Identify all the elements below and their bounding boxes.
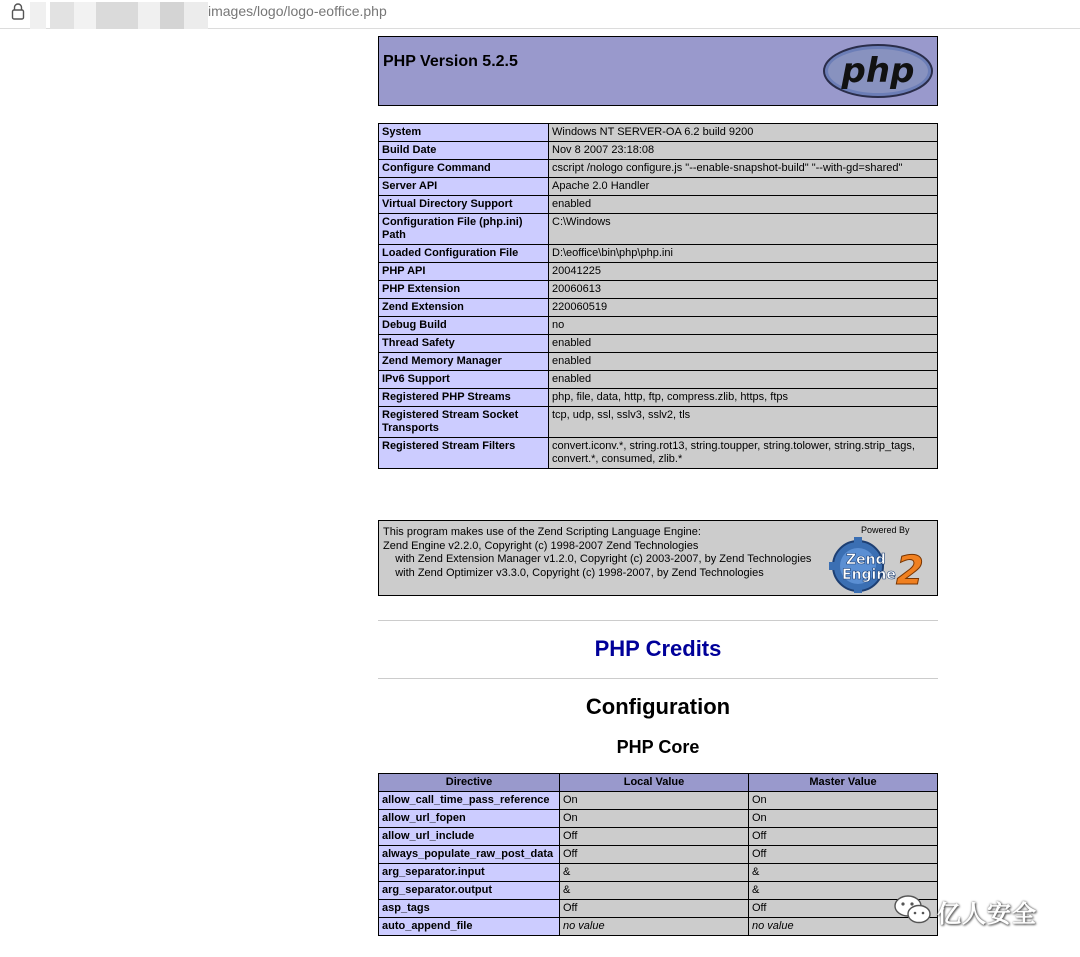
setting-value: php, file, data, http, ftp, compress.zlib, https, ftps	[549, 389, 938, 407]
setting-value: 20041225	[549, 263, 938, 281]
table-row	[379, 918, 938, 936]
redacted-url-segment	[138, 2, 160, 29]
setting-name: Build Date	[379, 142, 549, 160]
lock-icon	[11, 3, 25, 20]
table-row	[379, 317, 938, 335]
directive-name: auto_append_file	[379, 918, 560, 936]
table-row	[379, 438, 938, 469]
directive-name: always_populate_raw_post_data	[379, 846, 560, 864]
system-info-table	[378, 123, 938, 469]
table-row	[379, 299, 938, 317]
local-value: On	[560, 810, 749, 828]
setting-value: 220060519	[549, 299, 938, 317]
table-row	[379, 281, 938, 299]
table-header-row	[379, 774, 938, 792]
setting-value: no	[549, 317, 938, 335]
watermark-text: 亿人安全	[937, 901, 1037, 928]
setting-name: IPv6 Support	[379, 371, 549, 389]
table-row	[379, 335, 938, 353]
zend-line: This program makes use of the Zend Scripting Language Engine:	[383, 526, 701, 538]
table-row	[379, 178, 938, 196]
master-value: Off	[749, 900, 938, 918]
table-row	[379, 389, 938, 407]
setting-name: Registered PHP Streams	[379, 389, 549, 407]
system-info-section	[378, 123, 938, 469]
table-row	[379, 263, 938, 281]
setting-value: enabled	[549, 371, 938, 389]
column-header-master-value: Master Value	[749, 774, 938, 792]
setting-value: Nov 8 2007 23:18:08	[549, 142, 938, 160]
setting-value: enabled	[549, 335, 938, 353]
local-value: Off	[560, 828, 749, 846]
setting-name: Debug Build	[379, 317, 549, 335]
table-row	[379, 864, 938, 882]
zend-line: with Zend Optimizer v3.3.0, Copyright (c) 1998-2007, by Zend Technologies	[383, 566, 764, 579]
local-value-text: no value	[563, 920, 605, 932]
table-row	[379, 882, 938, 900]
powered-by-label: Powered By	[861, 525, 910, 535]
master-value: &	[749, 864, 938, 882]
redacted-url-segment	[30, 2, 46, 29]
php-core-heading: PHP Core	[616, 737, 700, 757]
directive-name: arg_separator.output	[379, 882, 560, 900]
zend-engine-box	[378, 520, 938, 596]
setting-name: Configuration File (php.ini) Path	[379, 214, 549, 245]
table-row	[379, 142, 938, 160]
zend-credits-text	[383, 526, 811, 580]
master-value: On	[749, 792, 938, 810]
master-value: Off	[749, 828, 938, 846]
setting-value: cscript /nologo configure.js "--enable-snapshot-build" "--with-gd=shared"	[549, 160, 938, 178]
redacted-url-segment	[160, 2, 184, 29]
setting-name: PHP API	[379, 263, 549, 281]
column-header-local-value: Local Value	[560, 774, 749, 792]
php-core-table	[378, 773, 938, 936]
master-value-text: no value	[752, 920, 794, 932]
setting-name: Virtual Directory Support	[379, 196, 549, 214]
php-logo-text: php	[841, 51, 915, 91]
table-row	[379, 214, 938, 245]
divider	[378, 678, 938, 679]
redacted-url-segment	[50, 2, 74, 29]
engine-logo-text: Engine	[842, 567, 896, 583]
local-value: On	[560, 792, 749, 810]
redacted-url-segment	[184, 2, 208, 29]
table-row	[379, 900, 938, 918]
table-row	[379, 124, 938, 142]
directive-name: allow_url_include	[379, 828, 560, 846]
redacted-url-segment	[96, 2, 138, 29]
setting-name: PHP Extension	[379, 281, 549, 299]
setting-name: Zend Extension	[379, 299, 549, 317]
zend-engine-logo[interactable]	[828, 536, 936, 594]
local-value: &	[560, 882, 749, 900]
table-row	[379, 828, 938, 846]
directive-name: allow_call_time_pass_reference	[379, 792, 560, 810]
directive-name: allow_url_fopen	[379, 810, 560, 828]
page-title: PHP Version 5.2.5	[383, 53, 518, 70]
setting-value: Apache 2.0 Handler	[549, 178, 938, 196]
local-value: Off	[560, 846, 749, 864]
setting-name: Thread Safety	[379, 335, 549, 353]
local-value: &	[560, 864, 749, 882]
setting-value: enabled	[549, 353, 938, 371]
zend-line: with Zend Extension Manager v1.2.0, Copyright (c) 2003-2007, by Zend Technologies	[383, 553, 812, 565]
php-credits-link[interactable]: PHP Credits	[594, 636, 722, 661]
table-row	[379, 196, 938, 214]
setting-value: Windows NT SERVER-OA 6.2 build 9200	[549, 124, 938, 142]
setting-value: convert.iconv.*, string.rot13, string.toupper, string.tolower, string.strip_tags, convert.*, consumed, zlib.*	[549, 438, 938, 469]
setting-value: 20060613	[549, 281, 938, 299]
master-value: On	[749, 810, 938, 828]
local-value: Off	[560, 900, 749, 918]
table-row	[379, 846, 938, 864]
divider	[378, 620, 938, 621]
redacted-url-segment	[74, 2, 96, 29]
setting-name: Loaded Configuration File	[379, 245, 549, 263]
master-value: Off	[749, 846, 938, 864]
setting-value: enabled	[549, 196, 938, 214]
table-row	[379, 407, 938, 438]
engine-version-numeral: 2	[896, 548, 924, 594]
setting-name: Registered Stream Socket Transports	[379, 407, 549, 438]
configuration-heading: Configuration	[585, 694, 731, 719]
master-value: &	[749, 882, 938, 900]
table-row	[379, 160, 938, 178]
table-row	[379, 371, 938, 389]
setting-name: Zend Memory Manager	[379, 353, 549, 371]
php-logo[interactable]	[822, 43, 934, 99]
directive-name: arg_separator.input	[379, 864, 560, 882]
zend-line: Zend Engine v2.2.0, Copyright (c) 1998-2007 Zend Technologies	[383, 539, 699, 552]
setting-value: D:\eoffice\bin\php\php.ini	[549, 245, 938, 263]
table-row	[379, 792, 938, 810]
column-header-directive: Directive	[379, 774, 560, 792]
wechat-watermark	[893, 890, 1063, 930]
setting-value: C:\Windows	[549, 214, 938, 245]
local-value	[560, 918, 749, 936]
directive-name: asp_tags	[379, 900, 560, 918]
setting-value: tcp, udp, ssl, sslv3, sslv2, tls	[549, 407, 938, 438]
phpinfo-header	[378, 36, 938, 106]
zend-logo-text: Zend	[846, 552, 886, 568]
setting-name: Server API	[379, 178, 549, 196]
table-row	[379, 353, 938, 371]
table-row	[379, 810, 938, 828]
table-row	[379, 245, 938, 263]
setting-name: Configure Command	[379, 160, 549, 178]
wechat-icon	[893, 892, 933, 928]
setting-name: System	[379, 124, 549, 142]
url-text[interactable]: images/logo/logo-eoffice.php	[208, 3, 387, 19]
php-core-section	[378, 773, 938, 936]
setting-name: Registered Stream Filters	[379, 438, 549, 469]
browser-address-bar[interactable]	[0, 0, 1080, 29]
